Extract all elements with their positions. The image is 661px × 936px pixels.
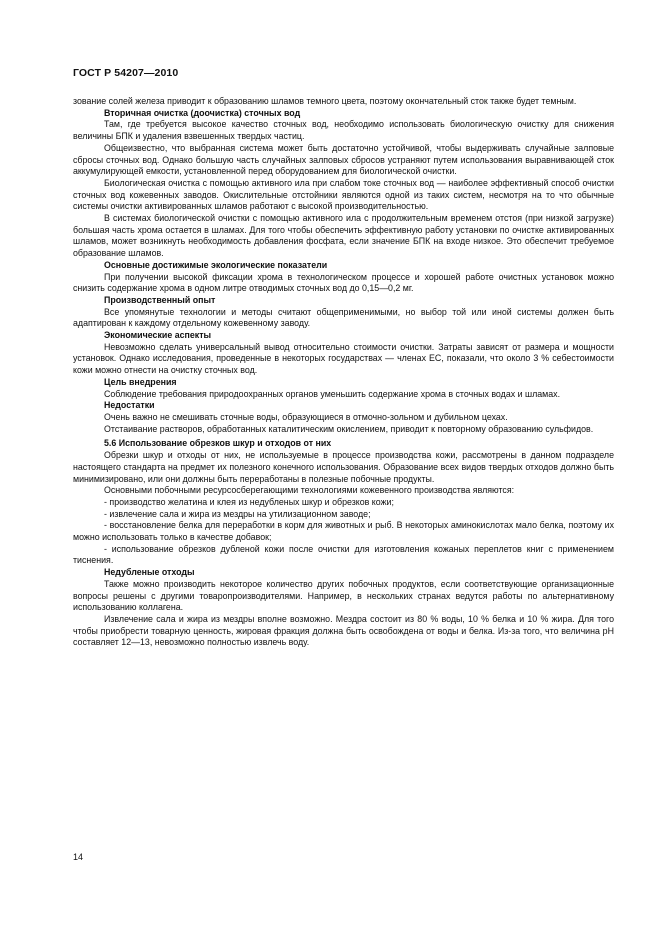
section-heading: Основные достижимые экологические показатели <box>104 259 328 270</box>
paragraph: Там, где требуется высокое качество сточных вод, необходимо использовать биологическую очистку для снижения величины БПК и удаления взвешенных твердых частиц. <box>73 119 614 142</box>
section-heading: Цель внедрения <box>104 376 177 387</box>
paragraph: В системах биологической очистки с помощью активного ила с продолжительным временем отстоя (при низкой загрузке) большая часть хрома остается в шламах. Для того чтобы обеспечить эффективную работу установки по очистке активированных шламов, может возникнуть необходимость добавления фосфата, если значение БПК на входе низкое. Это обеспечит требуемое образование шламов. <box>73 213 614 259</box>
list-item: - извлечение сала и жира из мездры на утилизационном заводе; <box>104 508 371 519</box>
paragraph: Извлечение сала и жира из мездры вполне возможно. Мездра состоит из 80 % воды, 10 % белка и 10 % жира. Для того чтобы приобрести товарную ценность, жировая фракция должна быть освобождена от воды и белка. Из-за того, что величина pH составляет 12—13, невозможно полностью извлечь воду. <box>73 613 614 648</box>
section-heading: Вторичная очистка (доочистка) сточных вод <box>104 107 301 118</box>
section-heading: 5.6 Использование обрезков шкур и отходов от них <box>104 438 332 449</box>
paragraph: При получении высокой фиксации хрома в технологическом процессе и хорошей работе очистных установок можно снизить содержание хрома в одном литре отводимых сточных вод до 0,15—0,2 мг. <box>73 271 614 294</box>
section-heading: Производственный опыт <box>104 294 216 305</box>
list-item: - использование обрезков дубленой кожи после очистки для изготовления кожаных переплетов книг с применением тиснения. <box>73 543 614 566</box>
paragraph: Очень важно не смешивать сточные воды, образующиеся в отмочно-зольном и дубильном цехах. <box>104 411 508 422</box>
section-heading: Недостатки <box>104 400 155 411</box>
paragraph: Соблюдение требования природоохранных органов уменьшить содержание хрома в сточных водах и шламах. <box>104 388 561 399</box>
document-header: ГОСТ Р 54207—2010 <box>73 67 179 79</box>
paragraph: Также можно производить некоторое количество других побочных продуктов, если соответствующие организационные вопросы решены с другими товаропроизводителями. Например, в нескольких странах ведутся работы по альтернативному использованию коллагена. <box>73 578 614 613</box>
paragraph: Отстаивание растворов, обработанных каталитическим окислением, приводит к повторному образованию сульфидов. <box>104 423 594 434</box>
section-heading: Недубленые отходы <box>104 567 195 578</box>
paragraph: Общеизвестно, что выбранная система может быть достаточно устойчивой, чтобы выдерживать случайные залповые сбросы сточных вод. Однако большую часть случайных залповых сбросов устраняют путем использования выравнивающей сток аккумулирующей емкости, установленной перед оборудованием для биологической очистки. <box>73 142 614 177</box>
paragraph: Невозможно сделать универсальный вывод относительно стоимости очистки. Затраты зависят от размера и мощности установок. Однако исследования, проведенные в некоторых государствах — членах ЕС, показали, что около 3 % себестоимости кожи можно отнести на очистку сточных вод. <box>73 341 614 376</box>
document-body <box>73 96 614 649</box>
section-heading: Экономические аспекты <box>104 330 212 341</box>
list-item: - производство желатина и клея из недубленых шкур и обрезков кожи; <box>104 496 394 507</box>
paragraph: зование солей железа приводит к образованию шламов темного цвета, поэтому окончательный сток также будет темным. <box>73 96 577 106</box>
page-number: 14 <box>73 852 84 862</box>
list-item: - восстановление белка для переработки в корм для животных и рыб. В некоторых аминокислотах мало белка, поэтому их можно использовать только в качестве добавок; <box>73 520 614 543</box>
paragraph: Все упомянутые технологии и методы считают общеприменимыми, но выбор той или иной системы должен быть адаптирован к каждому отдельному кожевенному заводу. <box>73 306 614 329</box>
paragraph: Основными побочными ресурсосберегающими технологиями кожевенного производства являются: <box>104 485 515 496</box>
paragraph: Обрезки шкур и отходы от них, не используемые в процессе производства кожи, рассмотрены в данном подразделе настоящего стандарта на предмет их полезного конечного использования. Образование всех видов твердых отходов должно быть минимизировано, или они должны быть переработаны в полезные побочные продукты. <box>73 450 614 484</box>
paragraph: Биологическая очистка с помощью активного ила при слабом токе сточных вод — наиболее эффективный способ очистки сточных вод кожевенных заводов. Окислительные отстойники являются одной из таких систем, несмотря на то что обычные системы очистки активированных шламов работают с высокой производительностью. <box>73 177 614 212</box>
